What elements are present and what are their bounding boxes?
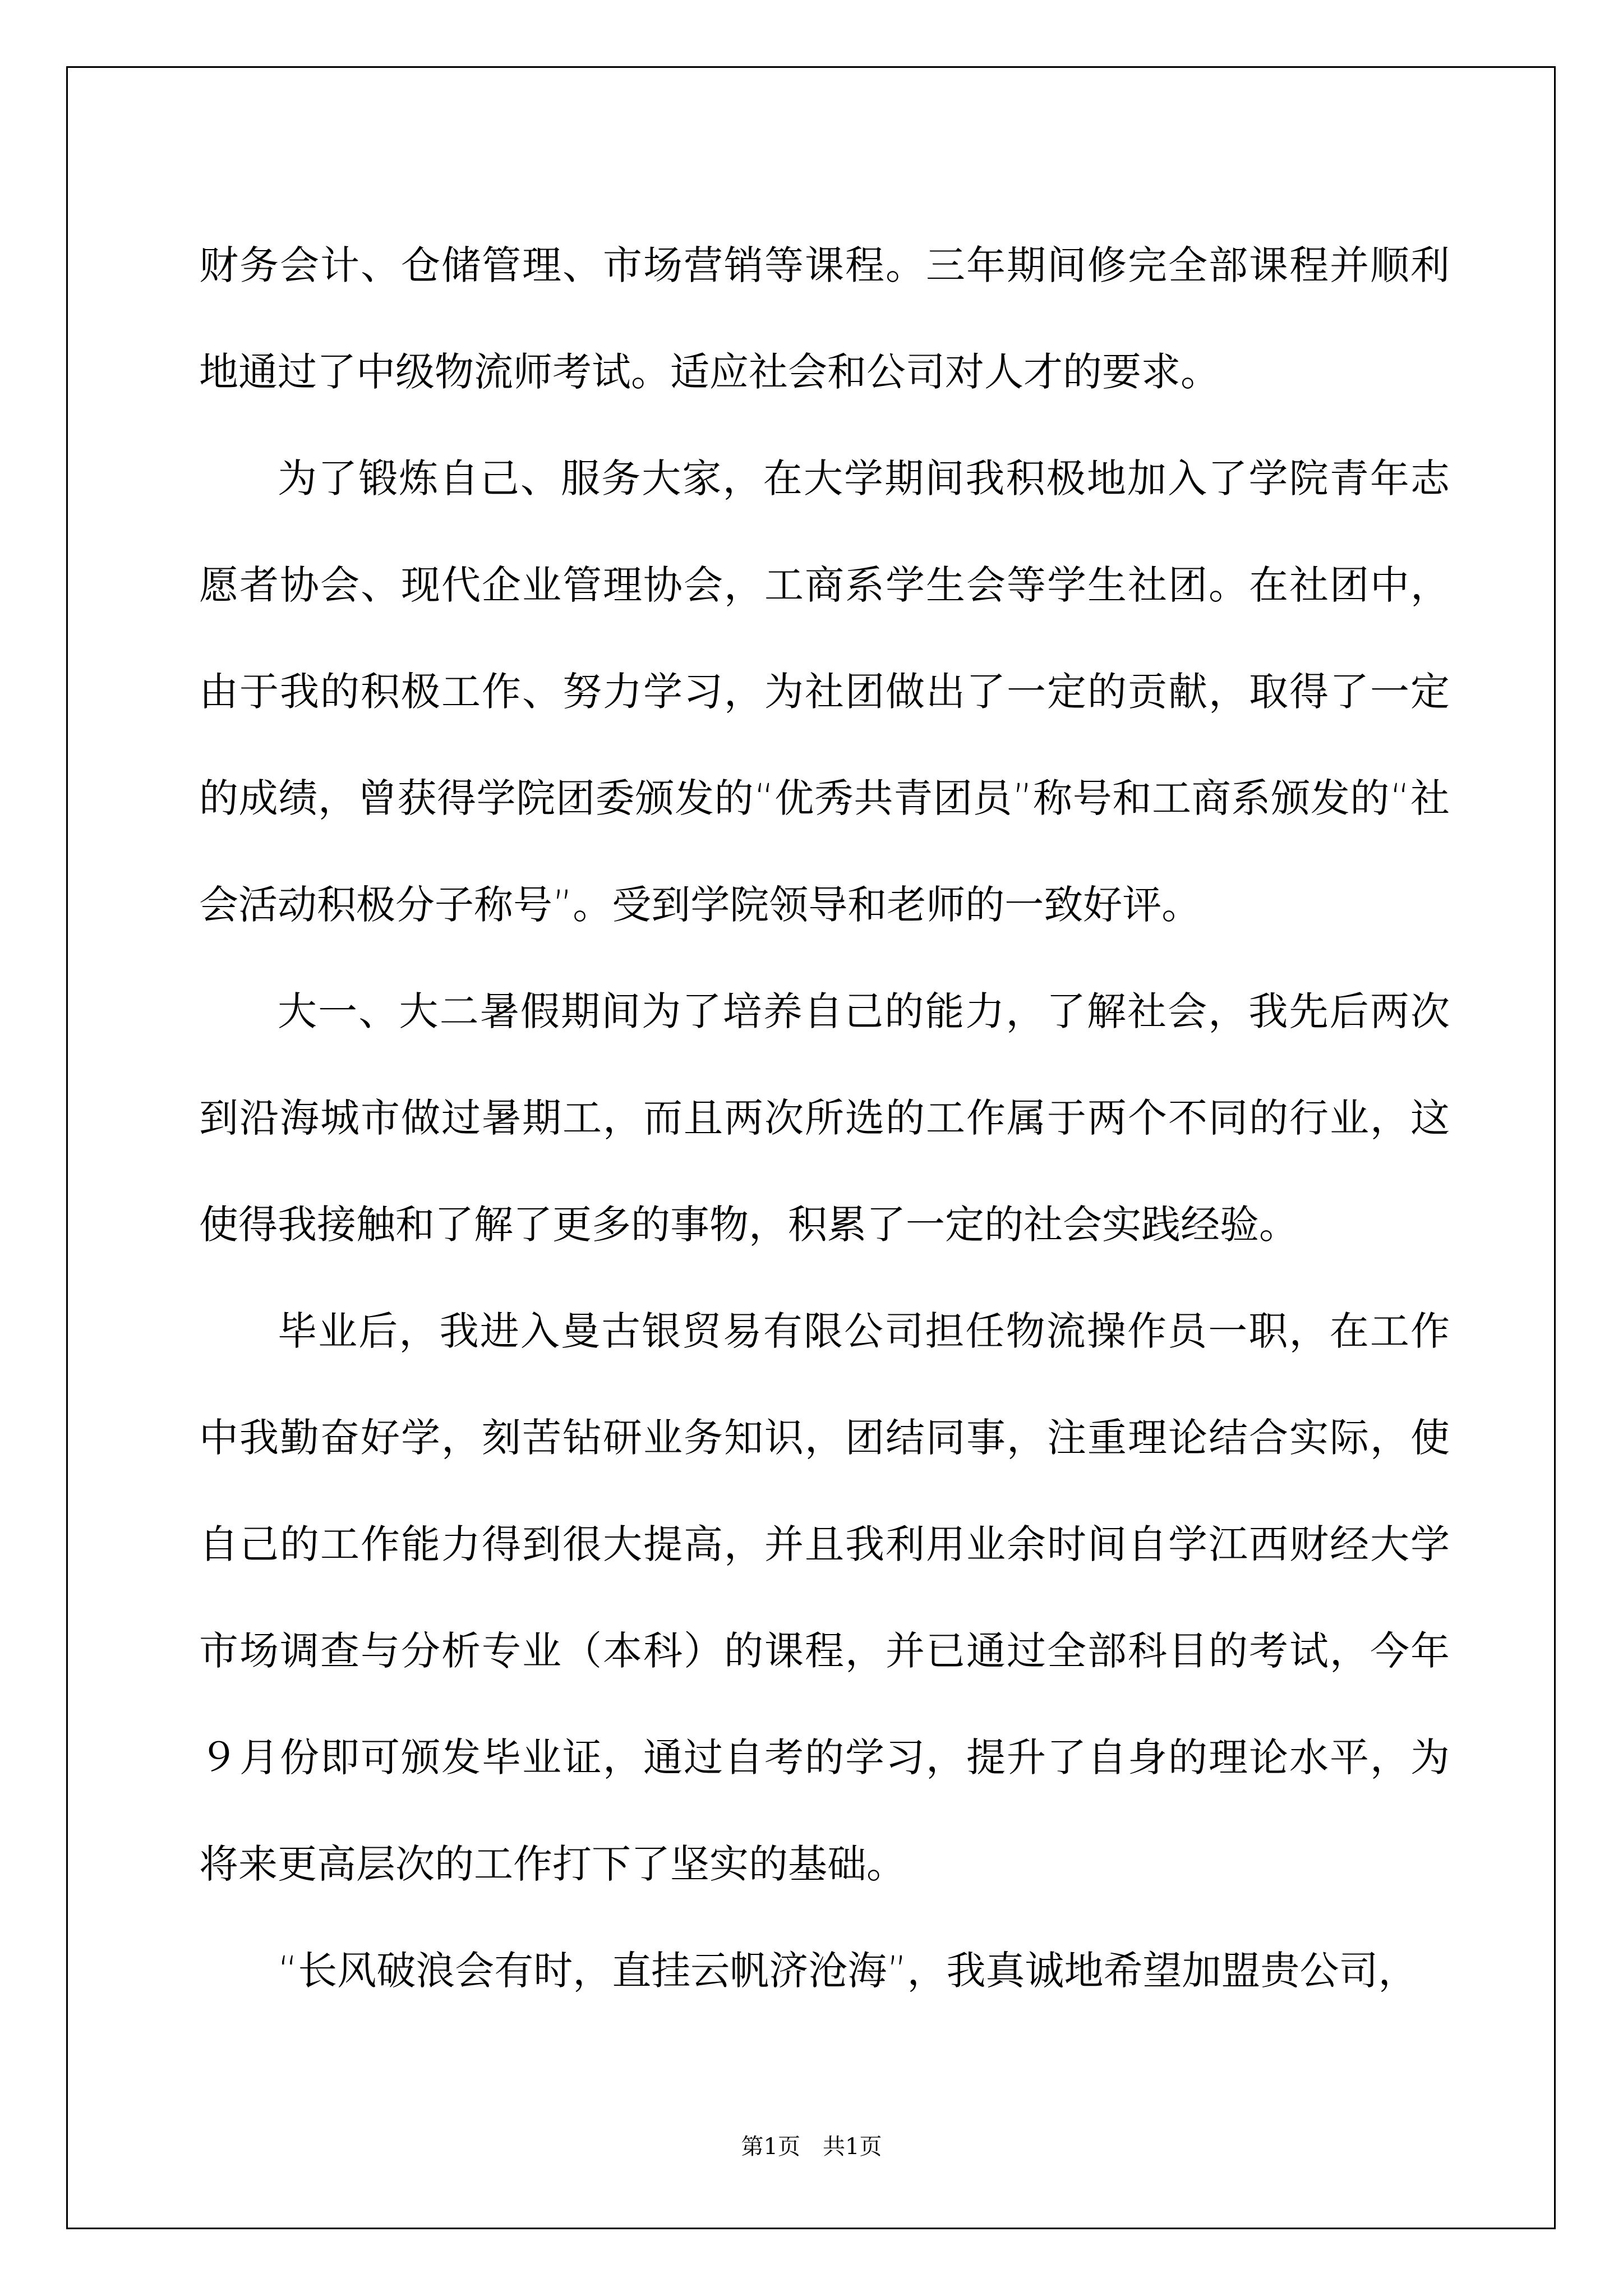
paragraph: 毕业后，我进入曼古银贸易有限公司担任物流操作员一职，在工作中我勤奋好学，刻苦钻研业务知识，团结同事，注重理论结合实际，使自己的工作能力得到很大提高，并且我利用业余时间自学江西财经大学市场调查与分析专业（本科）的课程，并已通过全部科目的考试，今年９月份即可颁发毕业证，通过自考的学习，提升了自身的理论水平，为将来更高层次的工作打下了坚实的基础。 <box>199 1308 1450 1887</box>
page-footer <box>0 2129 1623 2161</box>
paragraph: “长风破浪会有时，直挂云帆济沧海”，我真诚地希望加盟贵公司， <box>278 1948 1418 1994</box>
paragraph: 大一、大二暑假期间为了培养自己的能力，了解社会，我先后两次到沿海城市做过暑期工，而且两次所选的工作属于两个不同的行业，这使得我接触和了解了更多的事物，积累了一定的社会实践经验。 <box>199 988 1450 1248</box>
page-number: 第1页 共1页 <box>741 2134 882 2160</box>
paragraph: 财务会计、仓储管理、市场营销等课程。三年期间修完全部课程并顺利地通过了中级物流师考试。适应社会和公司对人才的要求。 <box>199 242 1450 395</box>
document-body <box>199 212 1450 2024</box>
paragraph: 为了锻炼自己、服务大家，在大学期间我积极地加入了学院青年志愿者协会、现代企业管理协会，工商系学生会等学生社团。在社团中，由于我的积极工作、努力学习，为社团做出了一定的贡献，取得了一定的成绩，曾获得学院团委颁发的“优秀共青团员”称号和工商系颁发的“社会活动积极分子称号”。受到学院领导和老师的一致好评。 <box>199 455 1450 928</box>
